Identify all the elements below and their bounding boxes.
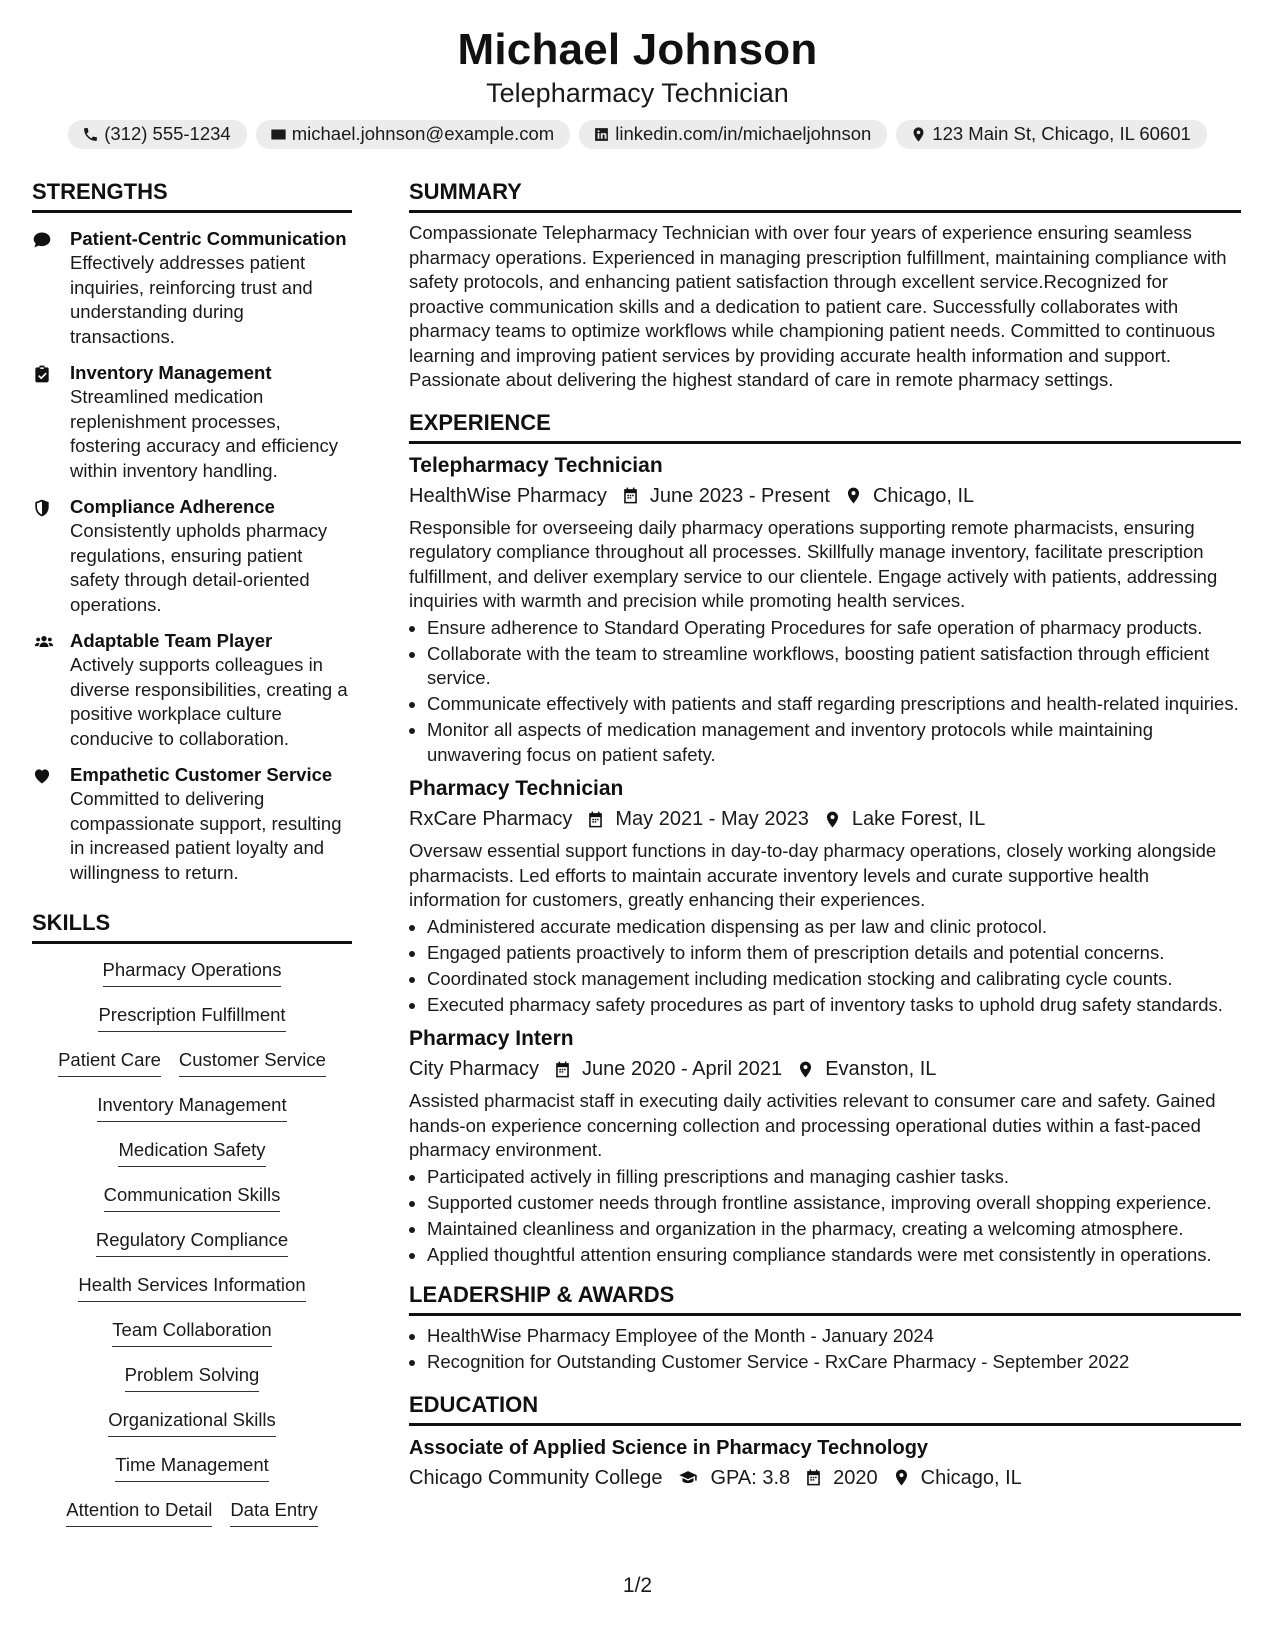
education-school: Chicago Community College [409, 1466, 663, 1489]
contact-phone-text: (312) 555-1234 [104, 123, 231, 144]
skill-tag: Data Entry [230, 1498, 317, 1527]
job-description: Assisted pharmacist staff in executing daily activities relevant to consumer care and safety. Gained hands-on experience concerning collection and processing operational duties within a fast-paced pharmacy environment. [409, 1090, 1216, 1160]
map-pin-icon [844, 486, 863, 505]
skills-row [96, 1228, 288, 1273]
map-pin-icon [892, 1468, 911, 1487]
skill-tag: Organizational Skills [108, 1408, 276, 1437]
skill-tag: Problem Solving [125, 1363, 260, 1392]
phone-icon [82, 126, 99, 143]
job-bullet: • Supported customer needs through frontline assistance, improving overall shopping experience. [427, 1191, 1241, 1216]
job-dates: June 2023 - Present [649, 484, 830, 507]
contact-bar [0, 120, 1275, 149]
strength-item [32, 361, 352, 483]
shield-icon [32, 498, 52, 518]
users-icon [32, 632, 56, 652]
job-meta [409, 482, 1241, 510]
skills-row [103, 958, 282, 1003]
skill-tag: Regulatory Compliance [96, 1228, 288, 1257]
contact-linkedin-text: linkedin.com/in/michaeljohnson [615, 123, 872, 144]
skill-tag: Communication Skills [104, 1183, 281, 1212]
job-bullet: • Ensure adherence to Standard Operating Procedures for safe operation of pharmacy products. [427, 616, 1241, 641]
job-company: HealthWise Pharmacy [409, 484, 607, 507]
left-column [32, 178, 352, 1543]
map-pin-icon [910, 126, 927, 143]
strength-desc: Effectively addresses patient inquiries, reinforcing trust and understanding during transactions. [70, 252, 313, 347]
strength-desc: Actively supports colleagues in diverse responsibilities, creating a positive workplace culture conducive to collaboration. [70, 654, 348, 749]
skill-tag: Customer Service [179, 1048, 326, 1077]
award-item: • Recognition for Outstanding Customer Service - RxCare Pharmacy - September 2022 [427, 1350, 1241, 1375]
job-bullets [409, 915, 1241, 1018]
right-column [409, 178, 1241, 1492]
strength-desc: Consistently upholds pharmacy regulations, ensuring patient safety through detail-oriented operations. [70, 520, 328, 615]
map-pin-icon [796, 1060, 815, 1079]
strength-item [32, 227, 352, 349]
skills-row [97, 1093, 286, 1138]
skill-tag: Team Collaboration [112, 1318, 271, 1347]
strength-item [32, 495, 352, 617]
education-location: Chicago, IL [920, 1466, 1022, 1489]
award-item: • HealthWise Pharmacy Employee of the Month - January 2024 [427, 1324, 1241, 1349]
contact-phone[interactable] [68, 120, 247, 149]
summary-heading: SUMMARY [409, 178, 1241, 213]
skills-row [98, 1003, 285, 1048]
job-bullet: • Coordinated stock management including medication stocking and calibrating cycle counts. [427, 967, 1241, 992]
job-location: Lake Forest, IL [851, 808, 986, 830]
page-number: 1/2 [622, 1574, 653, 1597]
job-bullets [409, 1165, 1241, 1268]
job-bullets [409, 616, 1241, 768]
job-location: Evanston, IL [825, 1058, 937, 1080]
job-entry [409, 452, 1241, 768]
job-bullet: • Administered accurate medication dispensing as per law and clinic protocol. [427, 915, 1241, 940]
job-title: Pharmacy Intern [409, 1027, 574, 1050]
skill-tag: Inventory Management [97, 1093, 286, 1122]
strength-title: Inventory Management [70, 362, 272, 383]
graduation-cap-icon [676, 1468, 700, 1487]
job-entry [409, 1025, 1241, 1267]
skills-row [104, 1183, 281, 1228]
strength-title: Empathetic Customer Service [70, 764, 333, 785]
job-bullet: • Participated actively in filling prescriptions and managing cashier tasks. [427, 1165, 1241, 1190]
envelope-icon [270, 126, 287, 143]
job-description: Oversaw essential support functions in day-to-day pharmacy operations, closely working alongside pharmacists. Led efforts to maintain accurate inventory levels and curate supportive health information for customers, greatly enhancing their experiences. [409, 840, 1217, 910]
education-degree: Associate of Applied Science in Pharmacy Technology [409, 1436, 929, 1459]
strength-title: Compliance Adherence [70, 496, 275, 517]
skills-row [125, 1363, 260, 1408]
heart-icon [32, 766, 52, 786]
calendar-icon [621, 486, 640, 505]
skills-row [66, 1498, 317, 1543]
clipboard-check-icon [32, 364, 52, 384]
summary-text: Compassionate Telepharmacy Technician with over four years of experience ensuring seamless pharmacy operations. Experienced in managing prescription fulfillment, maintaining compliance with safety protocols, and enhancing patient satisfaction through excellent service.Recognized for proactive communication skills and a dedication to patient care. Successfully collaborates with pharmacy teams to optimize workflows while championing patient needs. Committed to continuous learning and improving patient services by providing accurate health information and support. Passionate about delivering the highest standard of care in remote pharmacy settings. [409, 222, 1227, 390]
job-bullet: • Maintained cleanliness and organization in the pharmacy, creating a welcoming atmosphere. [427, 1217, 1241, 1242]
job-description: Responsible for overseeing daily pharmacy operations supporting remote pharmacists, ensuring regulatory compliance throughout all processes. Skillfully manage inventory, facilitate prescription fulfillment, and deliver exemplary service to our clientele. Engage actively with patients, addressing inquiries with warmth and precision while promoting health services. [409, 516, 1218, 611]
skill-tag: Medication Safety [118, 1138, 265, 1167]
job-dates: May 2021 - May 2023 [615, 808, 809, 830]
education-meta [409, 1464, 1241, 1492]
strength-item [32, 629, 352, 751]
skills-row [112, 1318, 271, 1363]
job-company: RxCare Pharmacy [409, 808, 573, 830]
education-year: 2020 [833, 1466, 878, 1489]
map-pin-icon [823, 810, 842, 829]
skills-row [115, 1453, 269, 1498]
awards-list [409, 1324, 1241, 1375]
education-gpa: GPA: 3.8 [710, 1466, 791, 1489]
job-bullet: • Monitor all aspects of medication management and inventory protocols while maintaining unwavering focus on patient safety. [427, 718, 1241, 767]
resume-header [0, 0, 1275, 149]
calendar-icon [553, 1060, 572, 1079]
job-entry [409, 775, 1241, 1017]
calendar-icon [586, 810, 605, 829]
job-bullet: • Communicate effectively with patients and staff regarding prescriptions and health-related inquiries. [427, 692, 1241, 717]
strengths-heading: STRENGTHS [32, 178, 352, 213]
skills-row [78, 1273, 305, 1318]
contact-linkedin[interactable] [579, 120, 887, 149]
job-meta [409, 805, 1241, 833]
skill-tag: Attention to Detail [66, 1498, 212, 1527]
contact-address[interactable] [896, 120, 1207, 149]
strength-desc: Streamlined medication replenishment processes, fostering accuracy and efficiency within inventory handling. [70, 386, 339, 481]
job-meta [409, 1055, 1241, 1083]
job-bullet: • Engaged patients proactively to inform them of prescription details and potential concerns. [427, 941, 1241, 966]
job-dates: June 2020 - April 2021 [582, 1058, 783, 1080]
skills-list [32, 958, 352, 1543]
contact-address-text: 123 Main St, Chicago, IL 60601 [932, 123, 1191, 144]
skill-tag: Pharmacy Operations [103, 958, 282, 987]
job-bullet: • Applied thoughtful attention ensuring compliance standards were met consistently in operations. [427, 1243, 1241, 1268]
skill-tag: Patient Care [58, 1048, 161, 1077]
candidate-role: Telepharmacy Technician [486, 78, 789, 108]
contact-email[interactable] [256, 120, 571, 149]
skills-row [58, 1048, 326, 1093]
linkedin-icon [593, 126, 610, 143]
skill-tag: Prescription Fulfillment [98, 1003, 285, 1032]
job-title: Telepharmacy Technician [409, 453, 663, 477]
strength-title: Patient-Centric Communication [70, 228, 347, 249]
skills-row [118, 1138, 265, 1183]
skills-row [108, 1408, 276, 1453]
candidate-name: Michael Johnson [457, 25, 818, 74]
calendar-icon [804, 1468, 823, 1487]
experience-heading: EXPERIENCE [409, 409, 1241, 444]
strength-desc: Committed to delivering compassionate support, resulting in increased patient loyalty and willingness to return. [70, 788, 342, 883]
strength-item [32, 763, 352, 885]
comment-icon [32, 230, 52, 250]
job-title: Pharmacy Technician [409, 777, 624, 800]
contact-email-text: michael.johnson@example.com [291, 123, 555, 144]
job-company: City Pharmacy [409, 1058, 540, 1080]
skills-heading: SKILLS [32, 909, 352, 944]
skill-tag: Health Services Information [78, 1273, 305, 1302]
job-bullet: • Executed pharmacy safety procedures as part of inventory tasks to uphold drug safety standards. [427, 993, 1241, 1018]
strength-title: Adaptable Team Player [70, 630, 273, 651]
job-bullet: • Collaborate with the team to streamline workflows, boosting patient satisfaction through efficient service. [427, 642, 1241, 691]
education-heading: EDUCATION [409, 1391, 1241, 1426]
skill-tag: Time Management [115, 1453, 269, 1482]
awards-heading: LEADERSHIP & AWARDS [409, 1281, 1241, 1316]
job-location: Chicago, IL [872, 484, 975, 507]
